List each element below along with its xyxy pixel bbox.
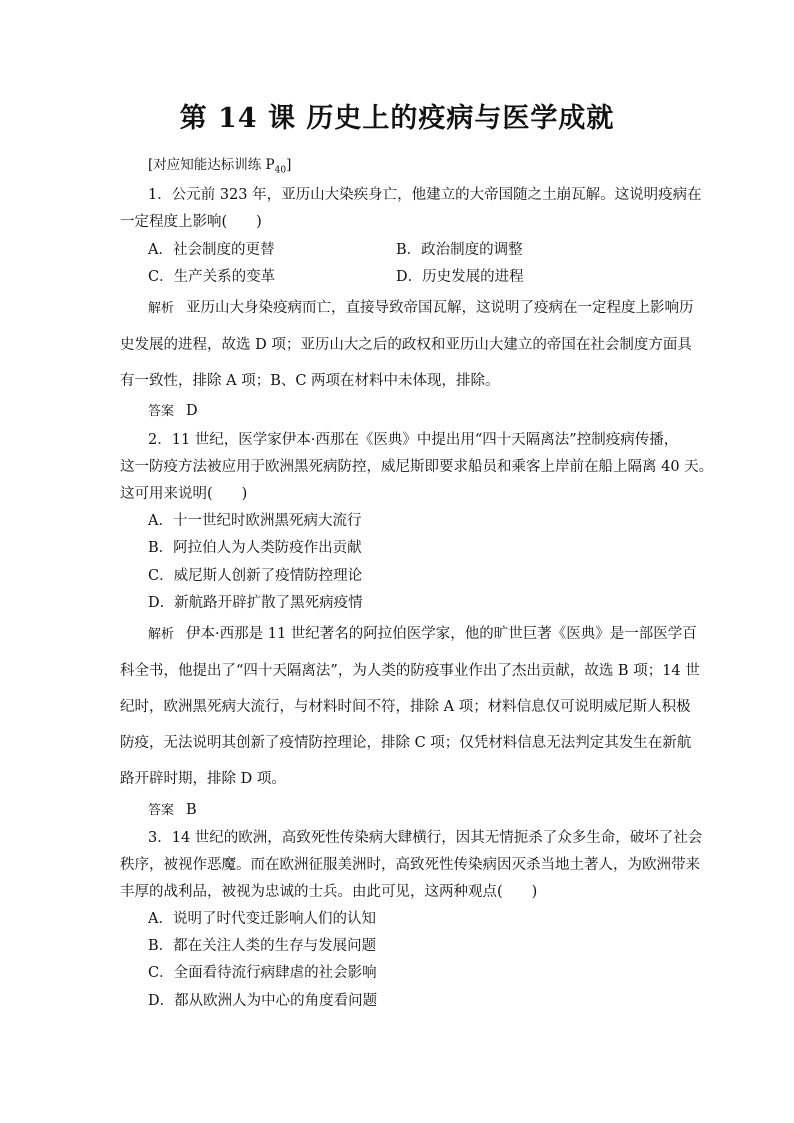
q2-analysis-line-4: 防疫，无法说明其创新了疫情防控理论，排除 C 项；仅凭材料信息无法判定其发生在新航 <box>120 735 692 751</box>
q2-option-d[interactable]: D．新航路开辟扩散了黑死病疫情 <box>148 595 363 611</box>
q1-option-d[interactable]: D．历史发展的进程 <box>396 269 524 285</box>
reference-note: [对应知能达标训练 $P_{40}$] <box>148 157 292 176</box>
q1-answer: 答案 D <box>148 403 198 419</box>
q2-option-c[interactable]: C．威尼斯人创新了疫情防控理论 <box>148 568 363 584</box>
q2-analysis-line-2: 科全书，他提出了“四十天隔离法”，为人类的防疫事业作出了杰出贡献，故选 B 项；14 世 <box>120 663 700 679</box>
q3-option-c[interactable]: C．全面看待流行病肆虐的社会影响 <box>148 965 377 981</box>
q1-option-b[interactable]: B．政治制度的调整 <box>396 242 523 258</box>
q1-analysis-line-2: 史发展的进程，故选 D 项；亚历山大之后的政权和亚历山大建立的帝国在社会制度方面具 <box>120 337 692 353</box>
q2-answer: 答案 B <box>148 802 197 818</box>
q3-stem-line-3: 丰厚的战利品，被视为忠诚的士兵。由此可见，这两种观点( ) <box>120 884 538 900</box>
q2-stem-line-1: 2．11 世纪，医学家伊本·西那在《医典》中提出用“四十天隔离法”控制疫病传播， <box>148 432 679 448</box>
q1-option-c[interactable]: C．生产关系的变革 <box>148 269 276 285</box>
q2-option-b[interactable]: B．阿拉伯人为人类防疫作出贡献 <box>148 540 362 556</box>
q1-option-a[interactable]: A．社会制度的更替 <box>148 242 275 258</box>
q2-stem-line-2: 这一防疫方法被应用于欧洲黑死病防控，威尼斯即要求船员和乘客上岸前在船上隔离 40 天。 <box>120 459 714 475</box>
q2-analysis-line-5: 路开辟时期，排除 D 项。 <box>120 771 286 787</box>
q1-stem-line-2: 一定程度上影响( ) <box>120 214 262 230</box>
q3-option-a[interactable]: A．说明了时代变迁影响人们的认知 <box>148 911 376 927</box>
q2-option-a[interactable]: A．十一世纪时欧洲黑死病大流行 <box>148 513 362 529</box>
q2-stem-line-3: 这可用来说明( ) <box>120 486 248 502</box>
q2-analysis-line-3: 纪时，欧洲黑死病大流行，与材料时间不符，排除 A 项；材料信息仅可说明威尼斯人积极 <box>120 699 691 715</box>
q1-stem-line-1: 1．公元前 323 年，亚历山大染疾身亡，他建立的大帝国随之土崩瓦解。这说明疫病在 <box>148 187 702 203</box>
q3-stem-line-2: 秩序，被视作恶魔。而在欧洲征服美洲时，高致死性传染病因灭杀当地土著人，为欧洲带来 <box>120 857 700 873</box>
q1-analysis-line-3: 有一致性，排除 A 项；B、C 两项在材料中未体现，排除。 <box>120 373 500 389</box>
lesson-title: 第 14 课 历史上的疫病与医学成就 <box>179 103 615 134</box>
q3-option-b[interactable]: B．都在关注人类的生存与发展问题 <box>148 938 377 954</box>
q3-option-d[interactable]: D．都从欧洲人为中心的角度看问题 <box>148 993 378 1009</box>
q1-analysis-line-1: 解析 亚历山大身染疫病而亡，直接导致帝国瓦解，这说明了疫病在一定程度上影响历 <box>148 300 694 316</box>
q3-stem-line-1: 3．14 世纪的欧洲，高致死性传染病大肆横行，因其无情扼杀了众多生命，破坏了社会 <box>148 830 703 846</box>
q2-analysis-line-1: 解析 伊本·西那是 11 世纪著名的阿拉伯医学家，他的旷世巨著《医典》是一部医学百 <box>148 626 697 642</box>
